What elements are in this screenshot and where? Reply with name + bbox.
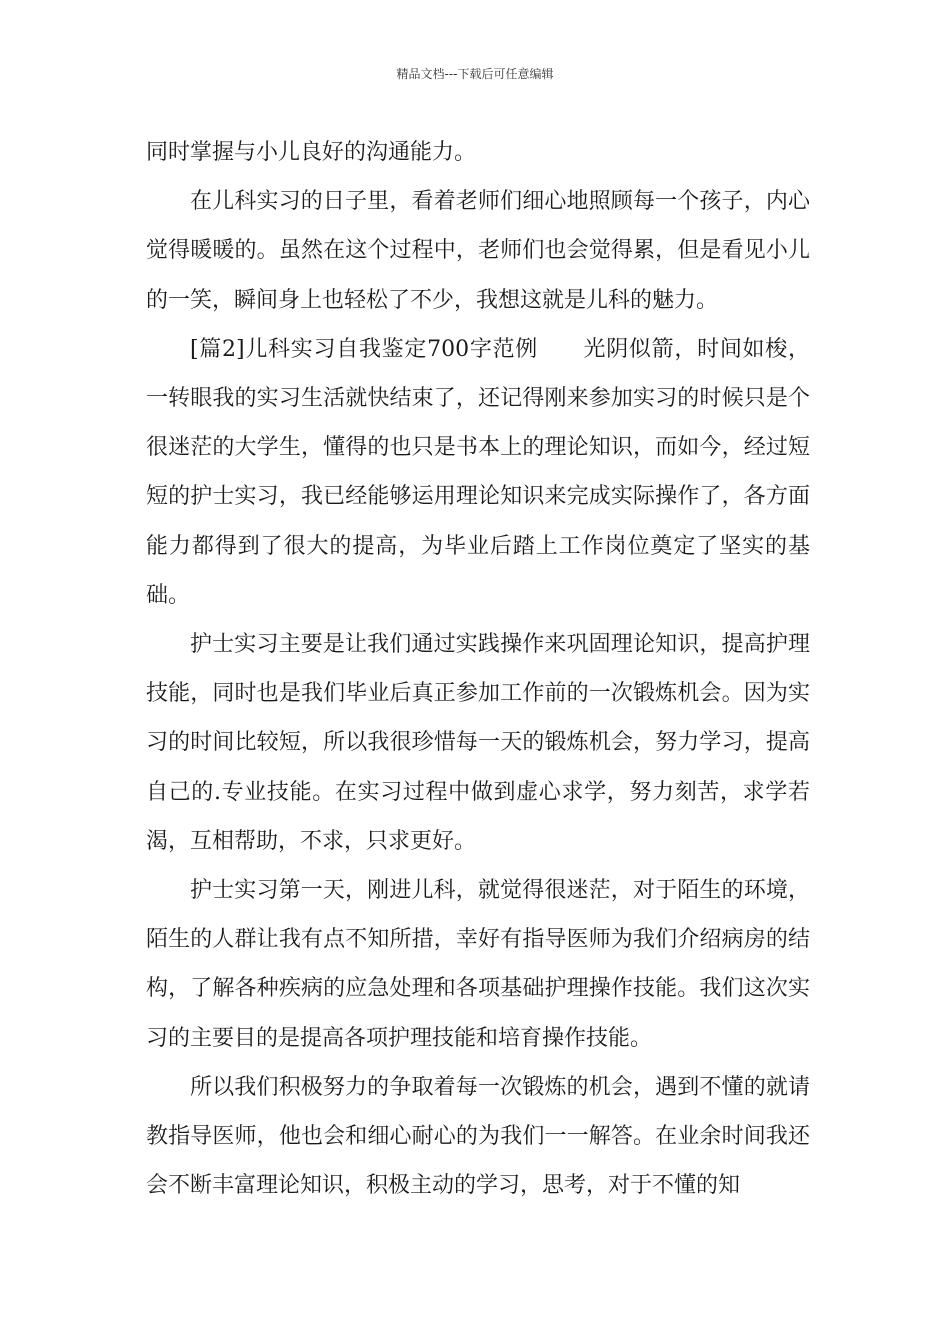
page-header: 精品文档---下载后可任意编辑: [396, 67, 554, 81]
paragraph-2: 在儿科实习的日子里，看着老师们细心地照顾每一个孩子，内心觉得暖暖的。虽然在这个过程中，老师们也会觉得累，但是看见小儿的一笑，瞬间身上也轻松了不少，我想这就是儿科的魅力。: [146, 189, 810, 313]
paragraph-4: 护士实习主要是让我们通过实践操作来巩固理论知识，提高护理技能，同时也是我们毕业后真正参加工作前的一次锻炼机会。因为实习的时间比较短，所以我很珍惜每一天的锻炼机会，努力学习，提高自己的.专业技能。在实习过程中做到虚心求学，努力刻苦，求学若渴，互相帮助，不求，只求更好。: [146, 632, 810, 854]
document-body: [146, 128, 810, 1210]
paragraph-6: 所以我们积极努力的争取着每一次锻炼的机会，遇到不懂的就请教指导医师，他也会和细心耐心的为我们一一解答。在业余时间我还会不断丰富理论知识，积极主动的学习，思考，对于不懂的知: [146, 1074, 810, 1199]
paragraph-5: 护士实习第一天，刚进儿科，就觉得很迷茫，对于陌生的环境，陌生的人群让我有点不知所措，幸好有指导医师为我们介绍病房的结构，了解各种疾病的应急处理和各项基础护理操作技能。我们这次实习的主要目的是提高各项护理技能和培育操作技能。: [146, 878, 810, 1051]
paragraph-3: [篇2]儿科实习自我鉴定700字范例 光阴似箭，时间如梭，一转眼我的实习生活就快结束了，还记得刚来参加实习的时候只是个很迷茫的大学生，懂得的也只是书本上的理论知识，而如今，经过短短的护士实习，我已经能够运用理论知识来完成实际操作了，各方面能力都得到了很大的提高，为毕业后踏上工作岗位奠定了坚实的基础。: [146, 336, 810, 608]
paragraph-1: 同时掌握与小儿良好的沟通能力。: [146, 140, 477, 165]
